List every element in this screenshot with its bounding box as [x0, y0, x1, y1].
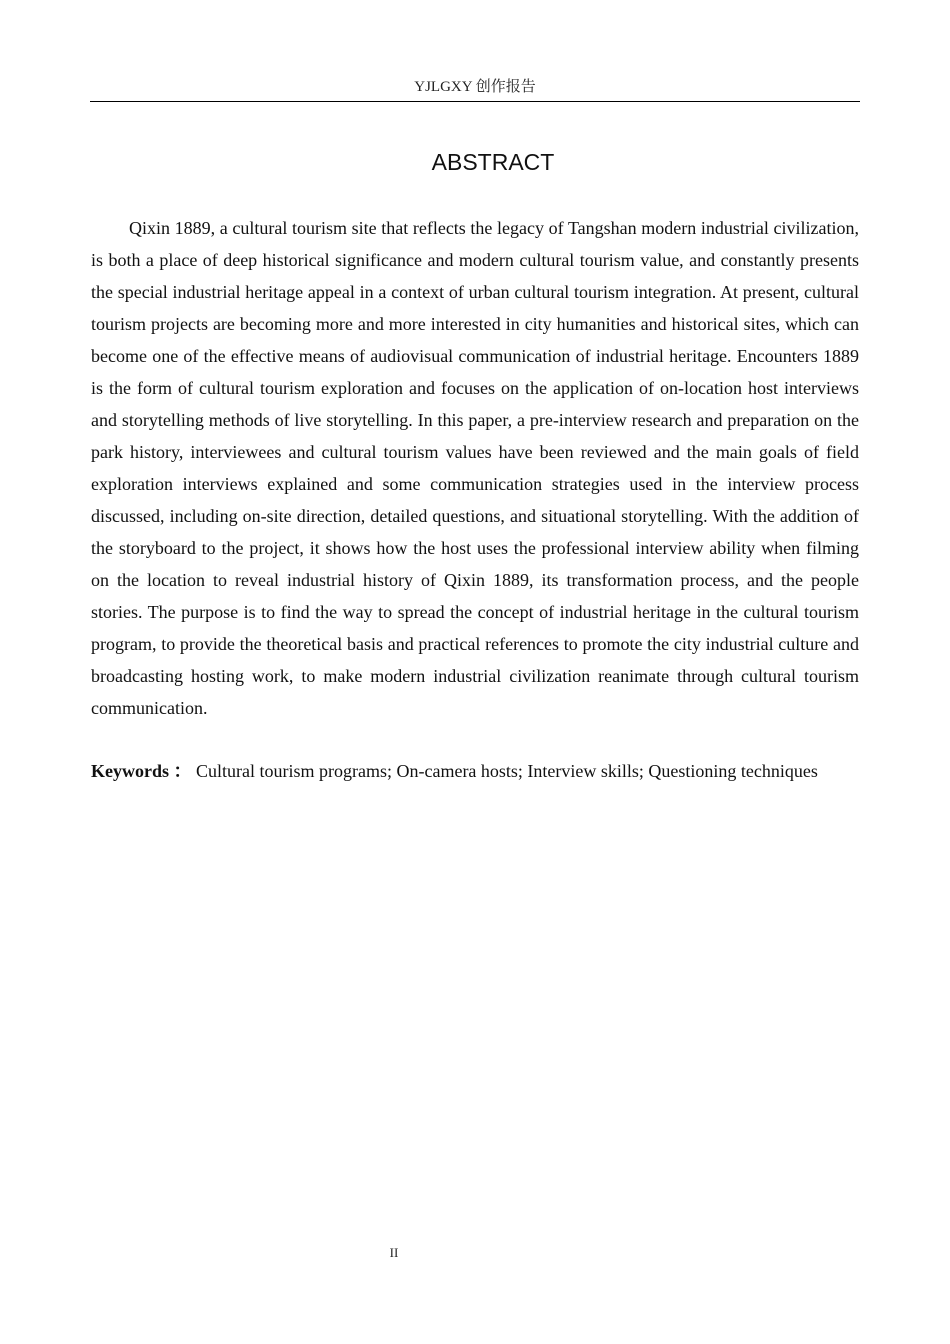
keywords-text: Cultural tourism programs; On-camera hosts; Interview skills; Questioning techniques	[196, 761, 818, 781]
abstract-title: ABSTRACT	[431, 149, 555, 175]
page-header	[90, 76, 860, 102]
abstract-paragraph: Qixin 1889, a cultural tourism site that reflects the legacy of Tangshan modern industrial civilization, is both a place of deep historical significance and modern cultural tourism value, and constantly presents the special industrial heritage appeal in a context of urban cultural tourism integration. At present, cultural tourism projects are becoming more and more interested in city humanities and historical sites, which can become one of the effective means of audiovisual communication of industrial heritage. Encounters 1889 is the form of cultural tourism exploration and focuses on the application of on-location host interviews and storytelling methods of live storytelling. In this paper, a pre-interview research and preparation on the park history, interviewees and cultural tourism values have been reviewed and the main goals of field exploration interviews explained and some communication strategies used in the interview process discussed, including on-site direction, detailed questions, and situational storytelling. With the addition of the storyboard to the project, it shows how the host uses the professional interview ability when filming on the location to reveal industrial history of Qixin 1889, its transformation process, and the people stories. The purpose is to find the way to spread the concept of industrial heritage in the cultural tourism program, to provide the theoretical basis and practical references to promote the city industrial culture and broadcasting hosting work, to make modern industrial civilization reanimate through cultural tourism communication.	[91, 218, 859, 718]
header-text: YJLGXY 创作报告	[414, 79, 536, 95]
page-number: II	[389, 1245, 399, 1260]
keywords-line	[91, 755, 859, 787]
keywords-label: Keywords ：	[91, 761, 192, 781]
